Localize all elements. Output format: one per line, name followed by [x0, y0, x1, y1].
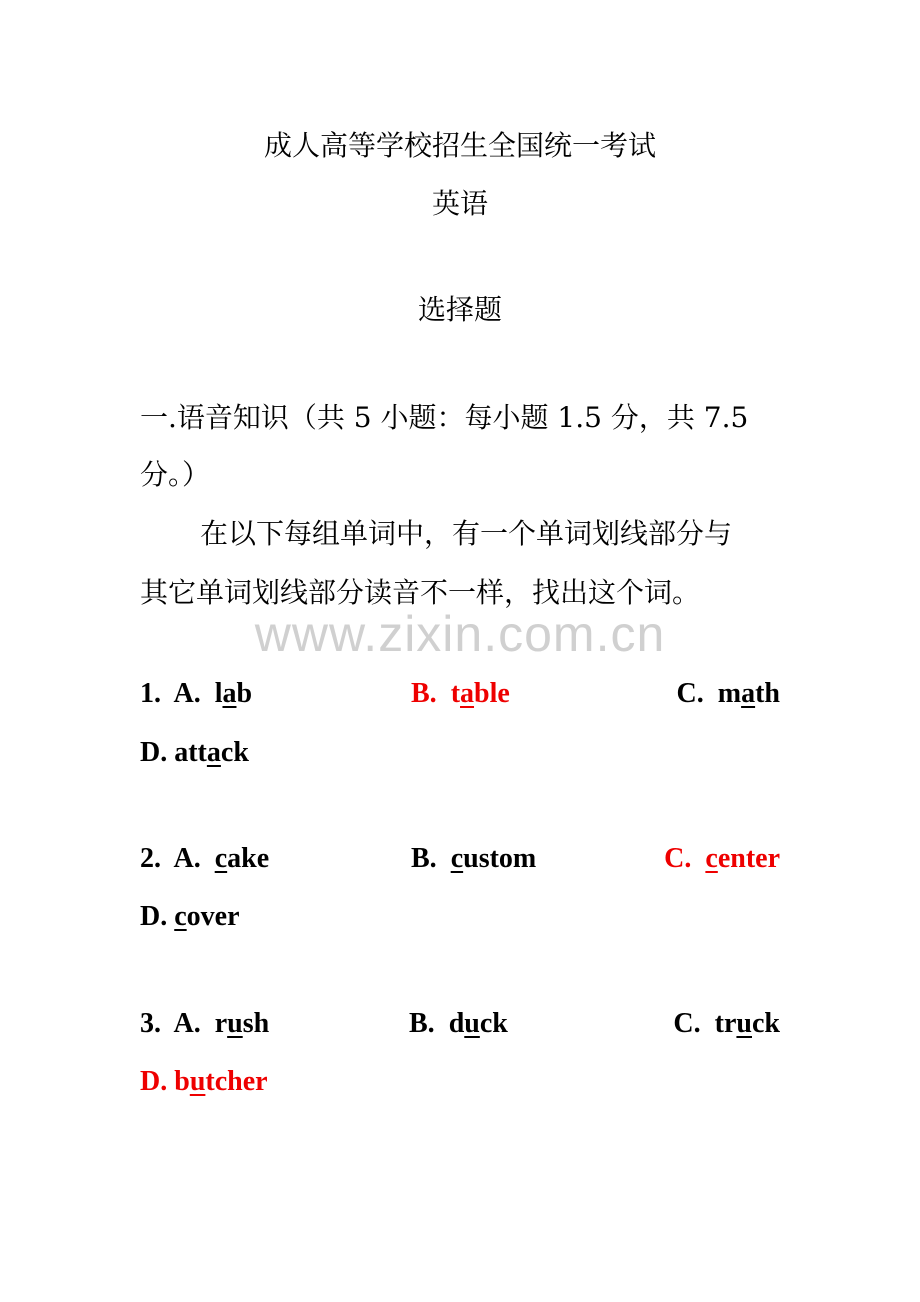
option-word: truck — [714, 1008, 780, 1039]
option-word: custom — [450, 843, 537, 874]
option-word: cake — [214, 843, 270, 874]
question-3-c — [673, 1008, 780, 1040]
option-letter: C. — [664, 843, 692, 874]
option-letter: B. — [411, 678, 437, 709]
option-letter: A. — [173, 843, 201, 874]
exam-title: 成人高等学校招生全国统一考试 — [263, 129, 656, 162]
option-word: cover — [174, 901, 240, 932]
watermark: www.zixin.com.cn — [254, 606, 666, 662]
option-word: math — [717, 678, 780, 709]
option-letter: B. — [411, 843, 437, 874]
option-letter: C. — [676, 678, 704, 709]
question-3-a — [140, 1008, 269, 1040]
option-word: rush — [214, 1008, 270, 1039]
option-letter: D. — [140, 737, 168, 768]
question-1-d — [140, 737, 249, 769]
question-1-c — [677, 678, 780, 710]
option-letter: D. — [140, 901, 168, 932]
option-letter: B. — [409, 1008, 435, 1039]
question-number: 2. — [140, 843, 161, 874]
section-heading: 一.语音知识（共 5 小题：每小题 1.5 分，共 7.5 — [140, 401, 749, 434]
option-word: center — [705, 843, 780, 874]
option-letter: A. — [173, 678, 201, 709]
subject-title: 英语 — [431, 187, 488, 220]
option-letter: A. — [173, 1008, 201, 1039]
option-word: butcher — [174, 1066, 268, 1097]
option-word: lab — [214, 678, 253, 709]
question-1-b-answer — [411, 678, 510, 710]
question-2-d — [140, 901, 240, 933]
option-letter: C. — [673, 1008, 701, 1039]
question-number: 1. — [140, 678, 161, 709]
question-number: 3. — [140, 1008, 161, 1039]
question-1-a — [140, 678, 252, 710]
question-2-b — [411, 843, 536, 875]
instruction-line-1: 在以下每组单词中，有一个单词划线部分与 — [200, 517, 733, 550]
part-title: 选择题 — [417, 293, 502, 326]
option-word: table — [450, 678, 510, 709]
section-heading-cont: 分。） — [140, 458, 211, 491]
option-letter: D. — [140, 1066, 168, 1097]
instruction-line-2: 其它单词划线部分读音不一样，找出这个词。 — [140, 576, 701, 609]
question-2-a — [140, 843, 269, 875]
question-3-b — [409, 1008, 508, 1040]
option-word: attack — [174, 737, 249, 768]
question-3-d-answer — [140, 1066, 268, 1098]
question-2-c-answer — [664, 843, 780, 875]
option-word: duck — [448, 1008, 508, 1039]
